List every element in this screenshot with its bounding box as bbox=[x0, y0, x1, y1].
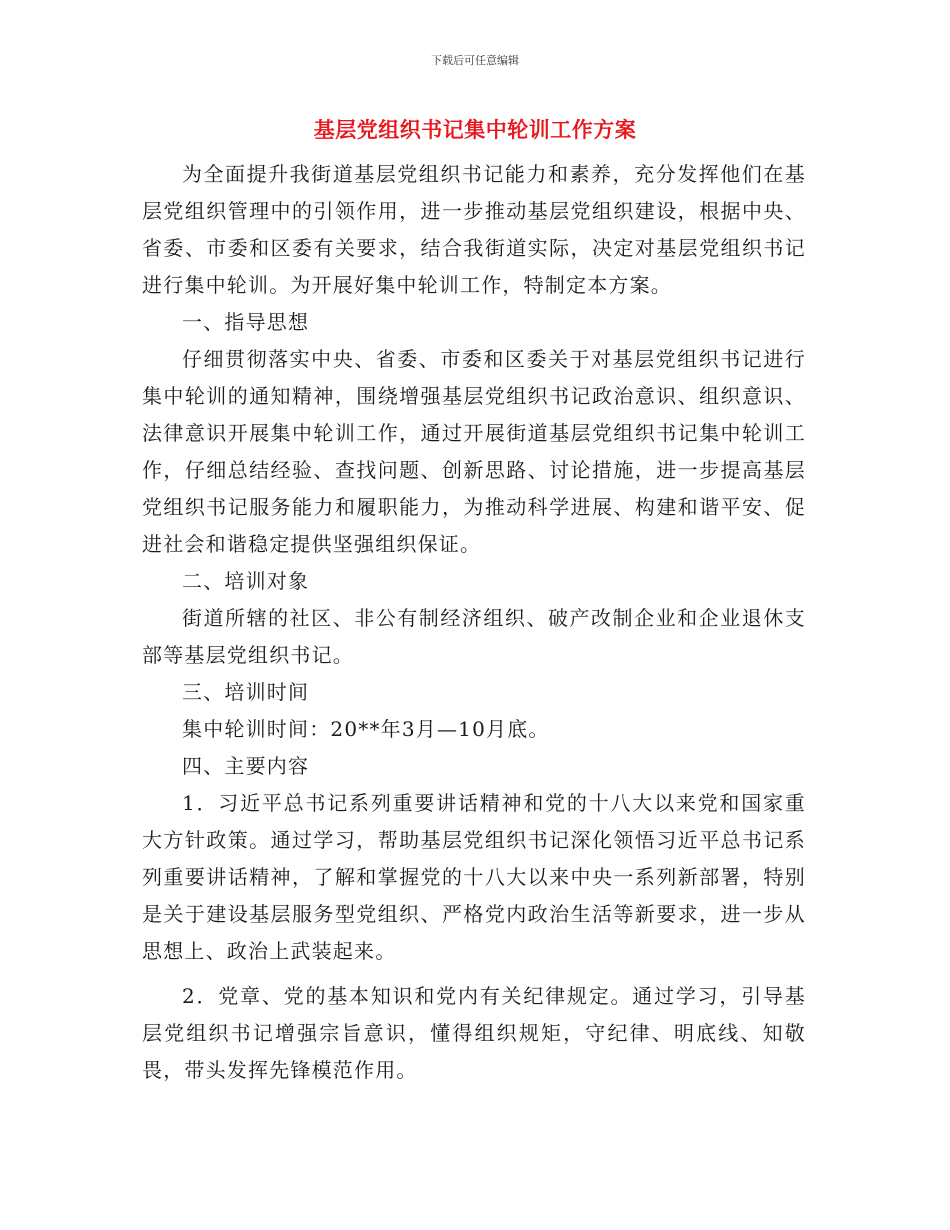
guiding-ideology-paragraph: 仔细贯彻落实中央、省委、市委和区委关于对基层党组织书记进行集中轮训的通知精神，围绕增强基层党组织书记政治意识、组织意识、法律意识开展集中轮训工作，通过开展街道基层党组织书记集中轮训工作，仔细总结经验、查找问题、创新思路、讨论措施，进一步提高基层党组织书记服务能力和履职能力，为推动科学进展、构建和谐平安、促进社会和谐稳定提供坚强组织保证。 bbox=[142, 347, 806, 556]
document-title: 基层党组织书记集中轮训工作方案 bbox=[313, 118, 637, 142]
section-heading-training-targets: 二、培训对象 bbox=[182, 569, 310, 593]
training-time-paragraph: 集中轮训时间：20**年3月—10月底。 bbox=[182, 717, 550, 741]
header-note: 下载后可任意编辑 bbox=[431, 54, 519, 67]
document-body bbox=[142, 156, 806, 1089]
intro-paragraph: 为全面提升我街道基层党组织书记能力和素养，充分发挥他们在基层党组织管理中的引领作用，进一步推动基层党组织建设，根据中央、省委、市委和区委有关要求，结合我街道实际，决定对基层党组织书记进行集中轮训。为开展好集中轮训工作，特制定本方案。 bbox=[142, 162, 806, 297]
section-heading-training-time: 三、培训时间 bbox=[182, 680, 310, 704]
training-targets-paragraph: 街道所辖的社区、非公有制经济组织、破产改制企业和企业退休支部等基层党组织书记。 bbox=[142, 606, 806, 667]
section-heading-guiding-ideology: 一、指导思想 bbox=[182, 310, 310, 334]
content-item-1: 1．习近平总书记系列重要讲话精神和党的十八大以来党和国家重大方针政策。通过学习，帮助基层党组织书记深化领悟习近平总书记系列重要讲话精神，了解和掌握党的十八大以来中央一系列新部署，特别是关于建设基层服务型党组织、严格党内政治生活等新要求，进一步从思想上、政治上武装起来。 bbox=[142, 791, 806, 963]
content-item-2: 2．党章、党的基本知识和党内有关纪律规定。通过学习，引导基层党组织书记增强宗旨意识，懂得组织规矩，守纪律、明底线、知敬畏，带头发挥先锋模范作用。 bbox=[142, 984, 806, 1082]
section-heading-main-content: 四、主要内容 bbox=[182, 754, 310, 778]
